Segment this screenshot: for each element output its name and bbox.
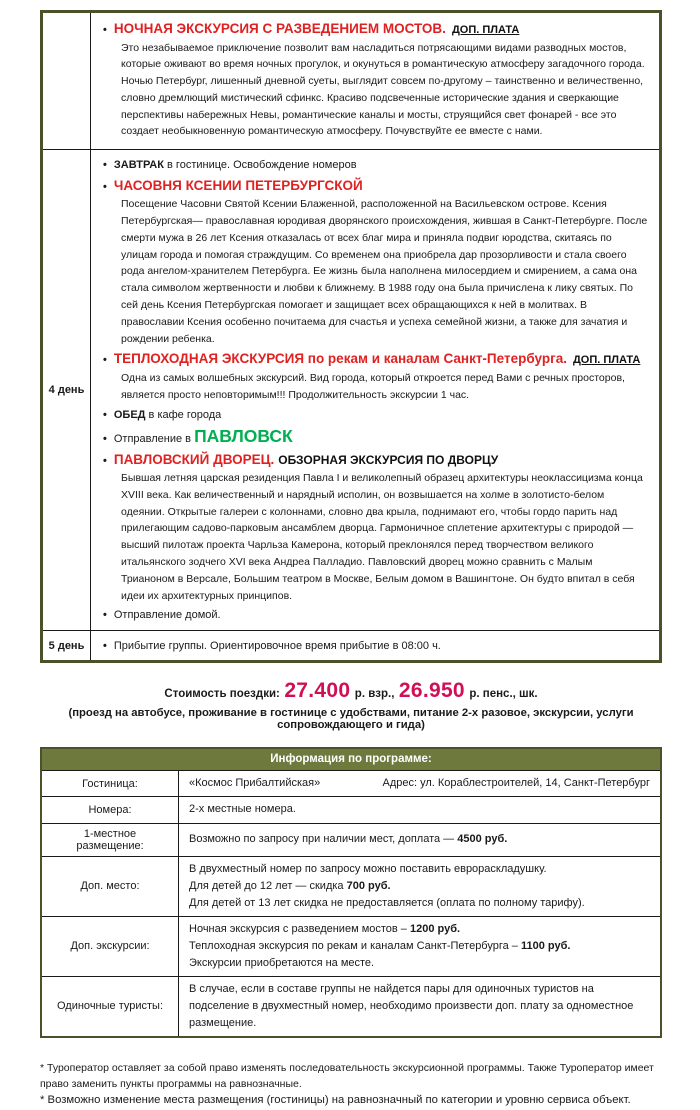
info-line: В двухместный номер по запросу можно поставить еврораскладушку.	[189, 862, 547, 875]
excursion-subtitle: ОБЗОРНАЯ ЭКСКУРСИЯ ПО ДВОРЦУ	[278, 452, 499, 467]
info-row-label: 1-местное размещение:	[42, 824, 179, 856]
info-row-label: Доп. место:	[42, 857, 179, 916]
day-label: 5 день	[43, 631, 91, 661]
excursion-title: ТЕПЛОХОДНАЯ ЭКСКУРСИЯ по рекам и каналам Санкт-Петербурга.	[113, 351, 567, 367]
departure-home-item	[103, 607, 649, 624]
bullet-icon: •	[103, 354, 107, 367]
bullet-icon: •	[103, 454, 107, 467]
day-content	[91, 13, 659, 149]
price-line	[40, 679, 662, 703]
excursion-price: 1200 руб.	[409, 922, 461, 935]
adult-price: 27.400	[284, 679, 351, 703]
excursion-description: Одна из самых волшебных экскурсий. Вид города, который откроется перед Вами с речных просторов, является просто неповторимым!!! Продолжительность экскурсии 1 час.	[121, 371, 625, 401]
meal-item-lunch	[103, 407, 649, 424]
info-line: 2-х местные номера.	[189, 803, 296, 816]
surcharge-note: ДОП. ПЛАТА	[572, 354, 641, 367]
info-line: В случае, если в составе группы не найдется пары для одиночных туристов на подселение в двухместный номер, необходимо произвести доп. плату за одноместное размещение.	[189, 982, 634, 1029]
price-includes-note: (проезд на автобусе, проживание в гостинице с удобствами, питание 2-х разовое, экскурсии, услуги сопровождающего и гида)	[68, 707, 634, 732]
info-row-label: Доп. экскурсии:	[42, 917, 179, 976]
excursion-title: НОЧНАЯ ЭКСКУРСИЯ С РАЗВЕДЕНИЕМ МОСТОВ.	[113, 21, 446, 36]
excursion-heading	[103, 451, 649, 470]
info-line: Для детей до 12 лет — скидка 700 руб.	[189, 879, 391, 892]
bullet-icon: •	[103, 609, 107, 622]
discount-amount: 700 руб.	[346, 879, 391, 892]
pensioner-price: 26.950	[398, 679, 465, 703]
excursion-heading	[103, 20, 649, 39]
info-row-extra-bed	[42, 856, 660, 916]
excursion-description: Бывшая летняя царская резиденция Павла I и великолепный образец архитектуры неоклассицизма конца XVIII века. Как величественный и нарядный исполин, он возвышается на холме в золотисто-белом одеянии. Открытые галереи с колоннами, словно два крыла, поднимают его, чтобы гордо парить над прилегающим садово-парковым ансамблем дворца. Гармоничное сплетение архитектуры с природой — высший пилотаж проекта Чарльза Камерона, который преклонялся перед творчеством великого итальянского зодчего XVI века Андреа Палладио. Павловский дворец можно сравнить с Малым Трианоном в Версале, Большим театром в Москве, Белым домом в Вашингтоне. Он будто впитал в себя идеи их архитектурных принципов.	[121, 472, 643, 602]
itinerary-row-day5	[43, 630, 659, 661]
day-label: 4 день	[43, 150, 91, 630]
info-row-hotel	[42, 770, 660, 796]
excursion-description: Посещение Часовни Святой Ксении Блаженной, расположенной на Васильевском острове. Ксения Петербургская— православная юродивая дворянского происхождения, жившая в Санкт-Петербурге. После смерти мужа в 26 лет Ксения отказалась от всех благ мира и приняла подвиг юродства, скитаясь по улицам города и помогая страждущим. Со временем она приобрела дар прозорливости и стала своего рода ангелом-хранителем Петербурга. Ее жизнь была наполнена милосердием и смирением, а сама она стала символом жертвенности и любви к ближнему. В 1988 году она была причислена к лику святых. По сей день Ксения Петербургская помогает и защищает всех обращающихся к ней в молитвах. В православии Ксения особенно почитаема для счастья и успеха семейной жизни, а также для зачатия и рождении ребенка.	[121, 198, 648, 345]
info-row-single-room	[42, 823, 660, 856]
price-label: Стоимость поездки:	[164, 688, 280, 701]
excursion-heading	[103, 350, 649, 369]
day-content	[91, 150, 659, 630]
meal-detail: в кафе города	[145, 408, 222, 421]
bullet-icon: •	[103, 159, 107, 172]
info-line: Экскурсии приобретаются на месте.	[189, 956, 375, 969]
footnote-hotel-changes: * Возможно изменение места размещения (гостиницы) на равнозначный по категории и уровню сервиса объект.	[40, 1094, 631, 1107]
surcharge-note: ДОП. ПЛАТА	[451, 24, 520, 36]
info-row-label: Одиночные туристы:	[42, 977, 179, 1036]
footnotes	[40, 1060, 662, 1110]
meal-label: ЗАВТРАК	[113, 159, 164, 172]
footnote-program-changes: * Туроператор оставляет за собой право изменять последовательность экскурсионной программы. Также Туроператор имеет право заменить пункты программы на равнозначные.	[40, 1061, 654, 1091]
itinerary-row-day4	[43, 149, 659, 630]
info-line: Для детей от 13 лет скидка не предоставляется (оплата по полному тарифу).	[189, 896, 585, 909]
info-line: Теплоходная экскурсия по рекам и каналам Санкт-Петербурга – 1100 руб.	[189, 939, 571, 952]
bullet-icon: •	[103, 408, 107, 421]
destination-city: ПАВЛОВСК	[194, 426, 293, 447]
excursion-title: ПАВЛОВСКИЙ ДВОРЕЦ.	[113, 451, 275, 467]
info-row-rooms	[42, 796, 660, 822]
bullet-icon: •	[103, 180, 107, 193]
pensioner-price-suffix: р. пенс., шк.	[469, 688, 538, 701]
meal-label: ОБЕД	[113, 408, 146, 421]
program-info-table	[40, 747, 662, 1038]
bullet-icon: •	[103, 639, 107, 652]
info-row-label: Номера:	[42, 797, 179, 822]
info-row-extra-excursions	[42, 916, 660, 976]
itinerary-table	[40, 10, 662, 663]
surcharge-amount: 4500 руб.	[457, 832, 508, 845]
bullet-icon: •	[103, 24, 107, 36]
hotel-address: Адрес: ул. Кораблестроителей, 14, Санкт-Петербург	[382, 777, 650, 790]
excursion-title: ЧАСОВНЯ КСЕНИИ ПЕТЕРБУРГСКОЙ	[113, 177, 363, 193]
bullet-icon: •	[103, 433, 107, 446]
excursion-price: 1100 руб.	[520, 939, 571, 952]
info-table-header: Информация по программе:	[42, 749, 660, 770]
arrival-item	[103, 638, 649, 655]
info-line: Ночная экскурсия с разведением мостов – 1200 руб.	[189, 922, 461, 935]
arrival-text: Прибытие группы. Ориентировочное время прибытие в 08:00 ч.	[113, 639, 441, 652]
departure-item-pavlovsk	[103, 426, 649, 448]
day-content	[91, 631, 659, 661]
departure-text: Отправление домой.	[113, 609, 221, 622]
info-row-label: Гостиница:	[42, 771, 179, 796]
hotel-name: «Космос Прибалтийская»	[189, 777, 321, 790]
excursion-description: Это незабываемое приключение позволит вам насладиться потрясающими видами разводных мостов, которые оживают во время ночных прогулок, и окунуться в романтическую атмосферу загадочного города. Ночью Петербург, лишенный дневной суеты, выглядит совсем по-другому – таинственно и величественно, словно дремлющий мистический сфинкс. Красиво подсвеченные исторические здания и сверкающие перспективы набережных Невы, романтические каналы и мосты, струящийся свет фонарей - все это создает необыкновенную романтическую атмосферу. Почувствуйте ее вместе с нами.	[121, 41, 645, 138]
departure-text: Отправление в	[113, 433, 195, 446]
meal-item-breakfast	[103, 157, 649, 174]
day-label	[43, 13, 91, 149]
info-line: Возможно по запросу при наличии мест, доплата — 4500 руб.	[189, 832, 508, 845]
adult-price-suffix: р. взр.,	[354, 688, 395, 701]
itinerary-row-night-excursion	[43, 13, 659, 149]
info-row-single-tourists	[42, 976, 660, 1036]
meal-detail: в гостинице. Освобождение номеров	[163, 159, 357, 172]
excursion-heading	[103, 177, 649, 196]
